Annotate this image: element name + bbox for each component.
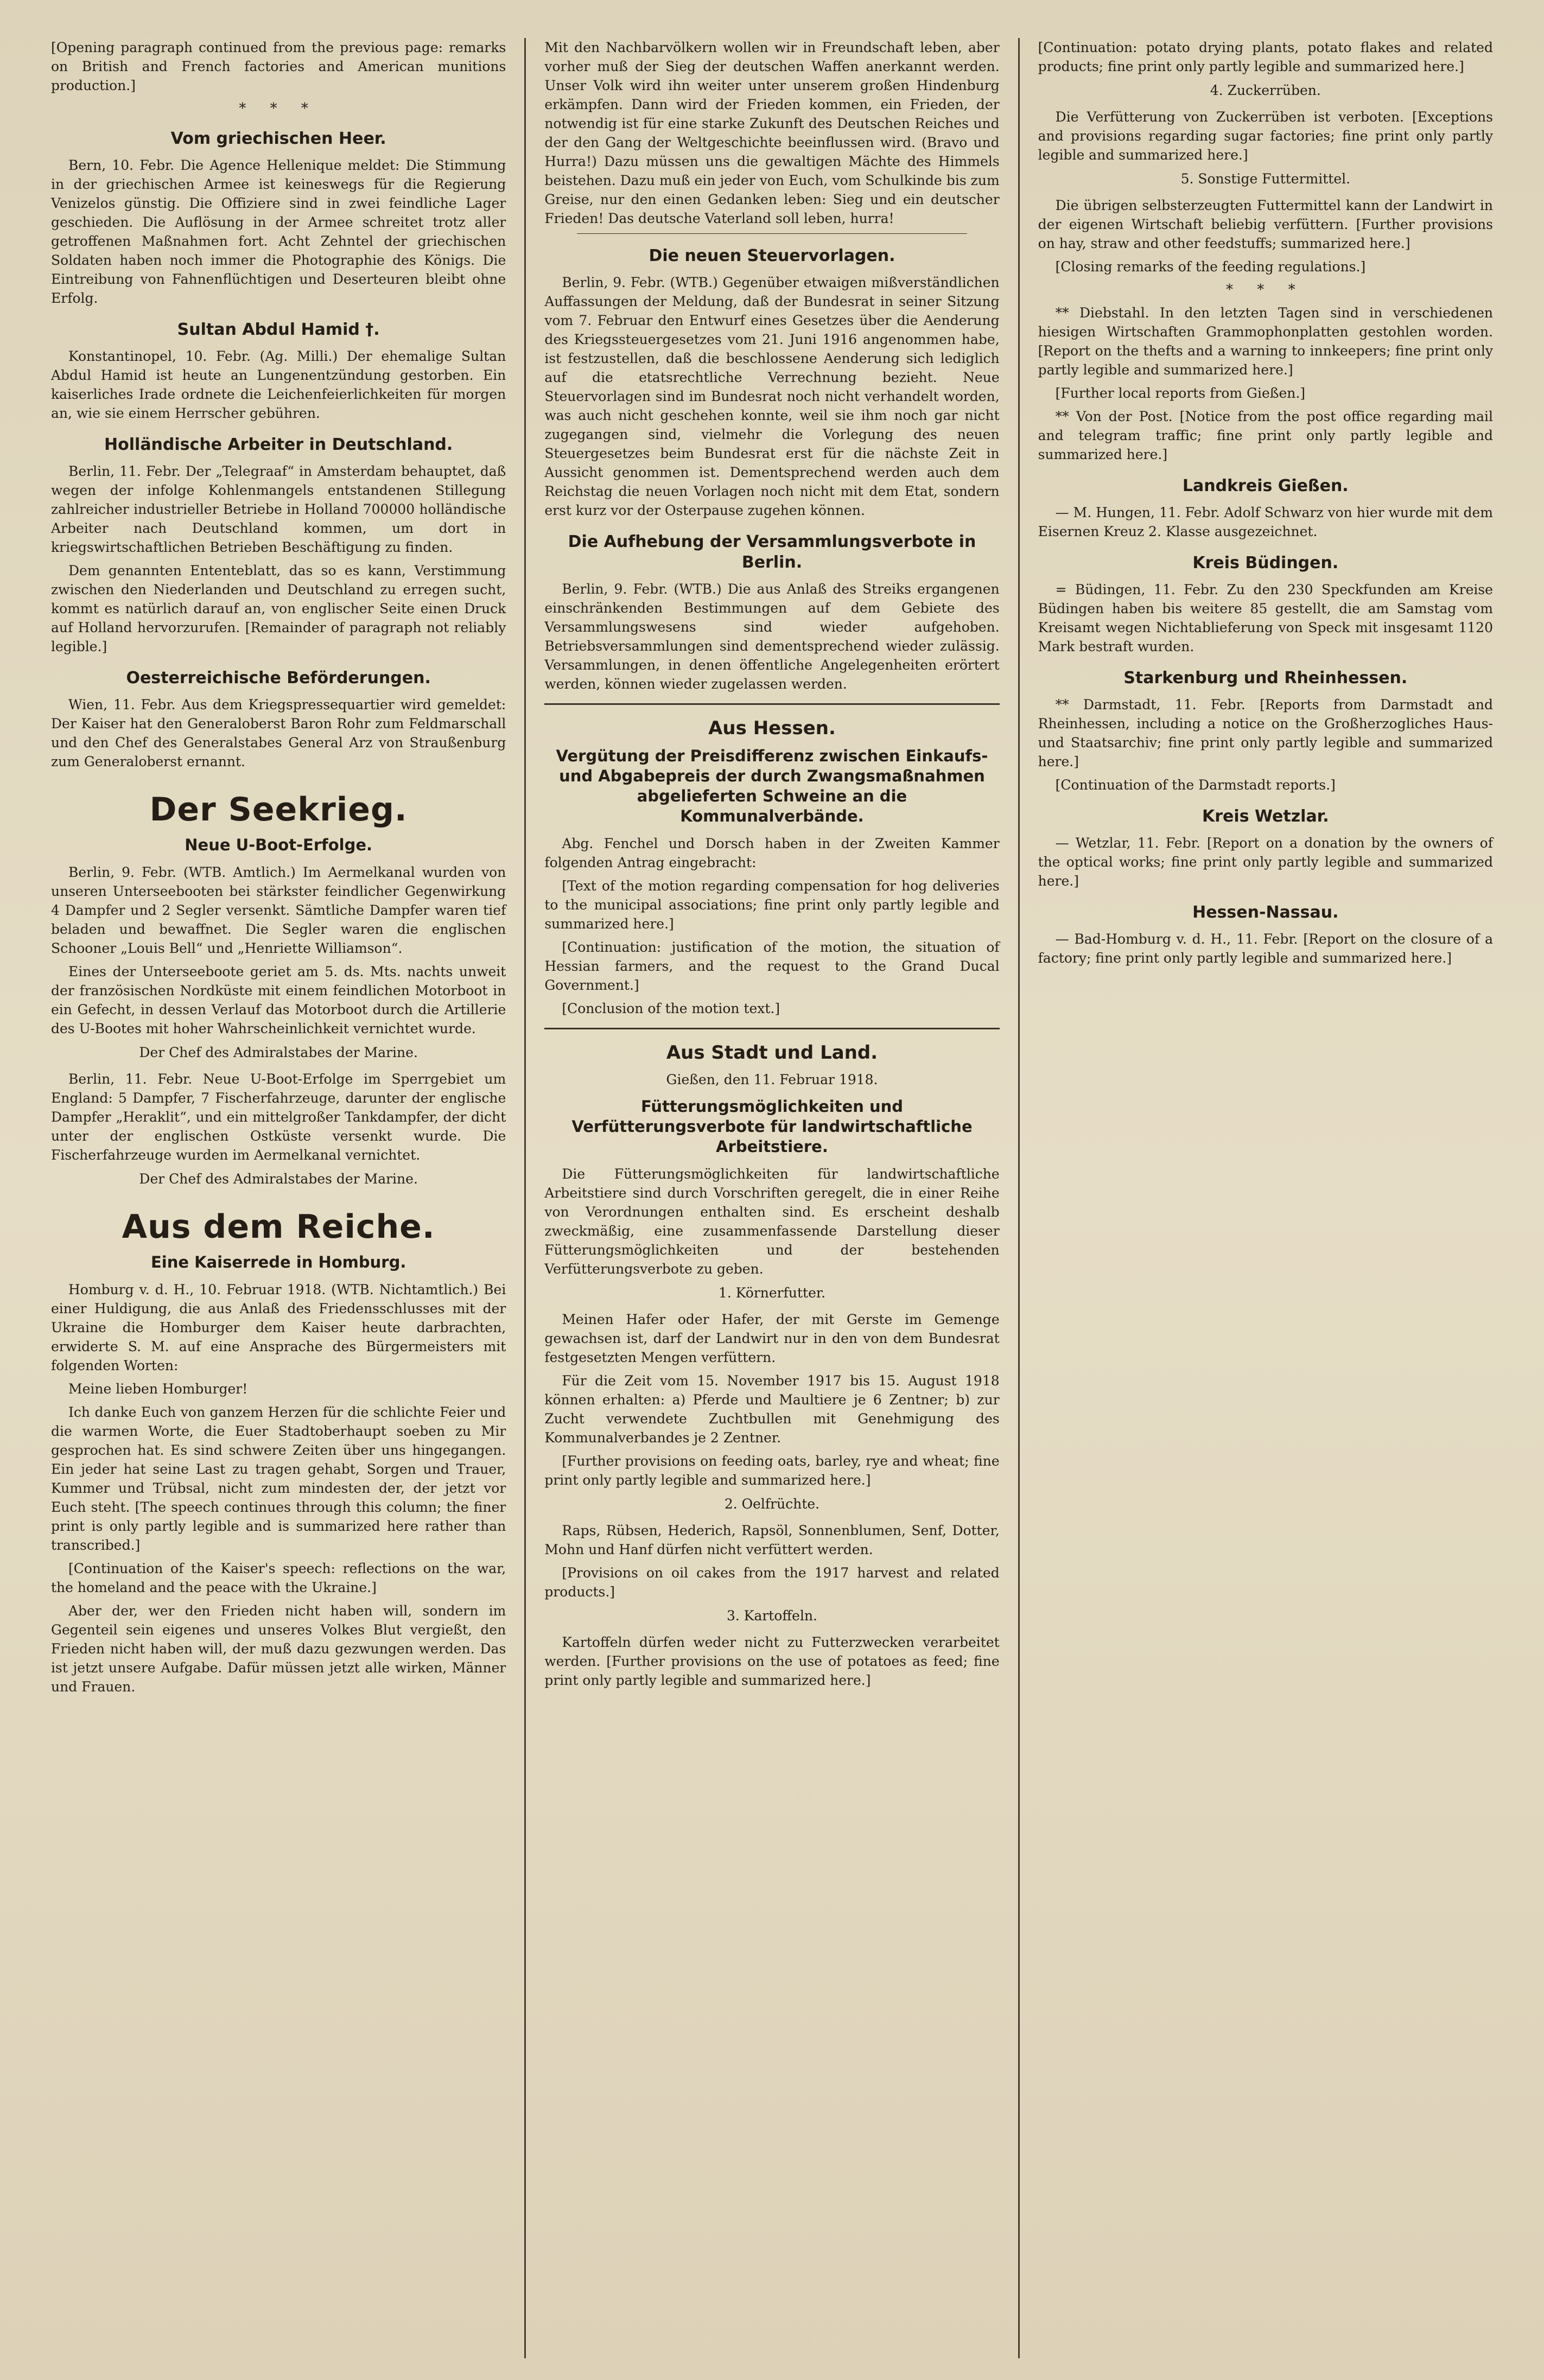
paragraph: Dem genannten Ententeblatt, das so es kann, Verstimmung zwischen den Niederlanden und Deutschland zu erregen sucht, kommt es natürlich darauf an, von englischer Seite einen Druck auf Holland hervorzurufen. [Remainder of paragraph not reliably legible.]	[51, 563, 506, 654]
column-rule	[544, 703, 999, 705]
paragraph: — Wetzlar, 11. Febr. [Report on a donation by the owners of the optical works; fine print only partly legible and summarized here.]	[1038, 835, 1493, 889]
section-heading: Sultan Abdul Hamid †.	[177, 320, 380, 339]
separator-stars: * * *	[1226, 282, 1305, 298]
section-heading: Aus Stadt und Land.	[666, 1042, 878, 1064]
paragraph: Konstantinopel, 10. Febr. (Ag. Milli.) Der ehemalige Sultan Abdul Hamid ist heute an Lungenentzündung gestorben. Ein kaiserliches Irade ordnete die Leichenfeierlichkeiten für morgen an, wie sie einem Herrscher gebühren.	[51, 348, 506, 421]
paragraph: [Continuation: justification of the motion, the situation of Hessian farmers, and the request to the Grand Ducal Government.]	[544, 939, 1000, 993]
paragraph: Berlin, 11. Febr. Neue U-Boot-Erfolge im Sperrgebiet um England: 5 Dampfer, 7 Fischerfahrzeuge, darunter der englische Dampfer „Heraklit“, und ein mittelgroßer Tankdampfer, der dicht unter der englischen Ostküste versenkt wurde. Die Fischerfahrzeuge wurden im Aermelkanal vernichtet.	[51, 1071, 506, 1163]
byline: 2. Oelfrüchte.	[724, 1496, 820, 1512]
column-2	[524, 38, 1018, 2358]
paragraph: = Büdingen, 11. Febr. Zu den 230 Speckfunden am Kreise Büdingen haben bis weitere 85 gestellt, die am Samstag vom Kreisamt wegen Nichtablieferung von Speck mit insgesamt 1120 Mark bestraft wurden.	[1038, 582, 1493, 654]
paragraph: — Bad-Homburg v. d. H., 11. Febr. [Report on the closure of a factory; fine print only partly legible and summarized here.]	[1038, 931, 1493, 966]
paragraph: ** Diebstahl. In den letzten Tagen sind in verschiedenen hiesigen Wirtschaften Grammophonplatten gestohlen worden. [Report on the thefts and a warning to innkeepers; fine print only partly legible and summarized here.]	[1038, 305, 1493, 378]
paragraph: [Provisions on oil cakes from the 1917 harvest and related products.]	[544, 1565, 1000, 1600]
paragraph: Bern, 10. Febr. Die Agence Hellenique meldet: Die Stimmung in der griechischen Armee ist keineswegs für die Regierung Venizelos günstig. Die Offiziere sind in zwei feindliche Lager geschieden. Die Auflösung in der Armee schreitet trotz aller getroffenen Maßnahmen fort. Acht Zehntel der griechischen Soldaten haben noch immer die Photographie des Königs. Die Eintreibung von Fahnenflüchtigen und Deserteuren bleibt ohne Erfolg.	[51, 157, 506, 306]
paragraph: ** Von der Post. [Notice from the post office regarding mail and telegram traffic; fine print only partly legible and summarized here.]	[1038, 409, 1493, 462]
byline: 4. Zuckerrüben.	[1210, 82, 1321, 98]
section-heading: Kreis Wetzlar.	[1202, 807, 1329, 826]
paragraph: Wien, 11. Febr. Aus dem Kriegspressequartier wird gemeldet: Der Kaiser hat den Generaloberst Baron Rohr zum Feldmarschall und den Chef des Generalstabes General Arz von Straußenburg zum Generaloberst ernannt.	[51, 697, 506, 769]
paragraph: — M. Hungen, 11. Febr. Adolf Schwarz von hier wurde mit dem Eisernen Kreuz 2. Klasse ausgezeichnet.	[1038, 505, 1493, 539]
paragraph: Mit den Nachbarvölkern wollen wir in Freundschaft leben, aber vorher muß der Sieg der deutschen Waffen anerkannt werden. Unser Volk wird ihn weiter unter unserem großen Hindenburg erkämpfen. Dann wird der Frieden kommen, ein Frieden, der notwendig ist für eine starke Zukunft des Deutschen Reiches und der den Gang der Weltgeschichte beeinflussen wird. (Bravo und Hurra!) Dazu müssen uns die gewaltigen Mächte des Himmels beistehen. Dazu muß ein jeder von Euch, vom Schulkinde bis zum Greise, nur den einen Gedanken leben: Sieg und ein deutscher Frieden! Das deutsche Vaterland soll leben, hurra!	[544, 40, 1000, 226]
paragraph: Berlin, 9. Febr. (WTB.) Gegenüber etwaigen mißverständlichen Auffassungen der Meldung, daß der Bundesrat in seiner Sitzung vom 7. Februar den Entwurf eines Gesetzes über die Aenderung des Kriegssteuergesetzes vom 21. Juni 1916 angenommen habe, ist festzustellen, daß die beschlossene Aenderung sich lediglich auf die etatsrechtliche Verrechnung bezieht. Neue Steuervorlagen sind im Bundesrat noch nicht verhandelt worden, was auch nicht geschehen konnte, weil sie ihm noch gar nicht zugegangen sind, vielmehr die Vorlegung des neuen Steuergesetzes beim Bundesrat erst für die nächste Zeit in Aussicht genommen ist. Dementsprechend werden auch dem Reichstag die neuen Vorlagen noch nicht mit dem Etat, sondern erst kurz vor der Osterpause zugehen können.	[544, 275, 1000, 518]
paragraph: Homburg v. d. H., 10. Februar 1918. (WTB. Nichtamtlich.) Bei einer Huldigung, die aus Anlaß des Friedensschlusses mit der Ukraine die Homburger dem Kaiser heute darbrachten, erwiderte S. M. auf eine Ansprache des Bürgermeisters mit folgenden Worten:	[51, 1282, 506, 1373]
separator-stars: * * *	[239, 100, 318, 117]
paragraph: Die übrigen selbsterzeugten Futtermittel kann der Landwirt in der eigenen Wirtschaft beliebig verfüttern. [Further provisions on hay, straw and other feedstuffs; summarized here.]	[1038, 198, 1493, 251]
paragraph: Aber der, wer den Frieden nicht haben will, sondern im Gegenteil sein eigenes und unseres Volkes Blut vergießt, den Frieden nicht haben will, der muß dazu gezwungen werden. Das ist jetzt unsere Aufgabe. Dafür müssen jetzt alle wirken, Männer und Frauen.	[51, 1603, 506, 1695]
paragraph: [Continuation: potato drying plants, potato flakes and related products; fine print only partly legible and summarized here.]	[1038, 40, 1493, 74]
paragraph: Kartoffeln dürfen weder nicht zu Futterzwecken verarbeitet werden. [Further provisions on the use of potatoes as feed; fine print only partly legible and summarized here.]	[544, 1634, 1000, 1688]
section-heading: Kreis Büdingen.	[1192, 553, 1339, 572]
paragraph: [Closing remarks of the feeding regulations.]	[1055, 259, 1366, 275]
section-heading: Aus Hessen.	[708, 717, 836, 739]
paragraph: Die Verfütterung von Zuckerrüben ist verboten. [Exceptions and provisions regarding sugar factories; fine print only partly legible and summarized here.]	[1038, 109, 1493, 163]
byline: 1. Körnerfutter.	[718, 1285, 826, 1301]
paragraph: Raps, Rübsen, Hederich, Rapsöl, Sonnenblumen, Senf, Dotter, Mohn und Hanf dürfen nicht verfüttert werden.	[544, 1523, 1000, 1557]
byline: 5. Sonstige Futtermittel.	[1180, 171, 1351, 187]
paragraph: Die Fütterungsmöglichkeiten für landwirtschaftliche Arbeitstiere sind durch Vorschriften geregelt, die in einer Reihe von Verordnungen enthalten sind. Es erscheint deshalb zweckmäßig, eine zusammenfassende Darstellung dieser Fütterungsmöglichkeiten und der bestehenden Verfütterungsverbote zu geben.	[544, 1166, 1000, 1277]
paragraph: [Further provisions on feeding oats, barley, rye and wheat; fine print only partly legible and summarized here.]	[544, 1453, 1000, 1488]
section-heading: Hessen-Nassau.	[1192, 903, 1339, 922]
subheading: Vergütung der Preisdifferenz zwischen Einkaufs- und Abgabepreis der durch Zwangsmaßnahmen abgelieferten Schweine an die Kommunalverbände.	[556, 747, 988, 825]
paragraph: [Opening paragraph continued from the previous page: remarks on British and French factories and American munitions production.]	[51, 40, 506, 93]
subheading: Eine Kaiserrede in Homburg.	[150, 1253, 406, 1271]
section-heading: Die neuen Steuervorlagen.	[649, 246, 895, 265]
paragraph: Für die Zeit vom 15. November 1917 bis 15. August 1918 können erhalten: a) Pferde und Maultiere je 6 Zentner; b) zur Zucht verwendete Zuchtbullen mit Genehmigung des Kommunalverbandes je 2 Zentner.	[544, 1373, 1000, 1446]
column-rule	[544, 1028, 999, 1029]
paragraph: [Further local reports from Gießen.]	[1055, 385, 1306, 401]
section-heading: Holländische Arbeiter in Deutschland.	[104, 435, 453, 454]
paragraph: ** Darmstadt, 11. Febr. [Reports from Darmstadt and Rheinhessen, including a notice on the Großherzogliches Haus- und Staatsarchiv; fine print only partly legible and summarized here.]	[1038, 697, 1493, 769]
section-heading: Oesterreichische Beförderungen.	[126, 669, 431, 688]
section-heading: Vom griechischen Heer.	[170, 129, 386, 148]
paragraph: [Continuation of the Kaiser's speech: reflections on the war, the homeland and the peace with the Ukraine.]	[51, 1561, 506, 1595]
byline: 3. Kartoffeln.	[726, 1608, 817, 1624]
column-3	[1018, 38, 1511, 2358]
column-1	[33, 38, 524, 2358]
paragraph: Berlin, 11. Febr. Der „Telegraaf“ in Amsterdam behauptet, daß wegen der infolge Kohlenmangels entstandenen Stillegung zahlreicher industrieller Betriebe in Holland 700000 holländische Arbeiter nach Deutschland kommen, um dort in kriegswirtschaftlichen Betrieben Beschäftigung zu finden.	[51, 463, 506, 555]
paragraph: Berlin, 9. Febr. (WTB.) Die aus Anlaß des Streiks ergangenen einschränkenden Bestimmungen auf dem Gebiete des Versammlungswesens sind wieder aufgehoben. Betriebsversammlungen sind dementsprechend wieder zulässig. Versammlungen, in denen öffentliche Angelegenheiten erörtert werden, können wieder zugelassen werden.	[544, 581, 1000, 692]
paragraph: Berlin, 9. Febr. (WTB. Amtlich.) Im Aermelkanal wurden von unseren Unterseebooten bei stärkster feindlicher Gegenwirkung 4 Dampfer und 2 Segler versenkt. Sämtliche Dampfer waren tief beladen und bewaffnet. Die Segler waren die englischen Schooner „Louis Bell“ und „Henriette Williamson“.	[51, 864, 506, 956]
paragraph: [Continuation of the Darmstadt reports.]	[1055, 777, 1336, 793]
paragraph: Ich danke Euch von ganzem Herzen für die schlichte Feier und die warmen Worte, die Euer Stadtoberhaupt soeben zu Mir gesprochen hat. Es sind schwere Zeiten über uns hingegangen. Ein jeder hat seine Last zu tragen gehabt, Sorgen und Trauer, Kummer und Trübsal, nicht zum mindesten der, der jetzt vor Euch steht. [The speech continues through this column; the finer print is only partly legible and is summarized here rather than transcribed.]	[51, 1404, 506, 1553]
section-heading: Die Aufhebung der Versammlungsverbote in Berlin.	[568, 532, 976, 572]
byline: Der Chef des Admiralstabes der Marine.	[139, 1171, 418, 1187]
subheading: Fütterungsmöglichkeiten und Verfütterungsverbote für landwirtschaftliche Arbeitstiere.	[571, 1097, 973, 1156]
major-heading: Der Seekrieg.	[149, 791, 408, 829]
paragraph: Meinen Hafer oder Hafer, der mit Gerste im Gemenge gewachsen ist, darf der Landwirt nur in den von dem Bundesrat festgesetzten Mengen verfüttern.	[544, 1312, 1000, 1365]
section-heading: Landkreis Gießen.	[1182, 476, 1349, 495]
paragraph: [Text of the motion regarding compensation for hog deliveries to the municipal associations; fine print only partly legible and summarized here.]	[544, 878, 1000, 932]
paragraph: Abg. Fenchel und Dorsch haben in der Zweiten Kammer folgenden Antrag eingebracht:	[544, 836, 1000, 870]
column-container	[33, 38, 1511, 2358]
subheading: Neue U-Boot-Erfolge.	[185, 836, 373, 854]
byline: Der Chef des Admiralstabes der Marine.	[139, 1045, 418, 1060]
paragraph: Meine lieben Homburger!	[68, 1381, 248, 1397]
major-heading: Aus dem Reiche.	[122, 1208, 435, 1246]
byline: Gießen, den 11. Februar 1918.	[666, 1072, 878, 1087]
paragraph: [Conclusion of the motion text.]	[562, 1001, 780, 1016]
section-heading: Starkenburg und Rheinhessen.	[1123, 669, 1408, 688]
paragraph: Eines der Unterseeboote geriet am 5. ds. Mts. nachts unweit der französischen Nordküste mit einem feindlichen Motorboot in ein Gefecht, in dessen Verlauf das Motorboot durch die Artillerie des U-Bootes mit hoher Wahrscheinlichkeit vernichtet wurde.	[51, 964, 506, 1036]
column-rule	[577, 233, 967, 234]
